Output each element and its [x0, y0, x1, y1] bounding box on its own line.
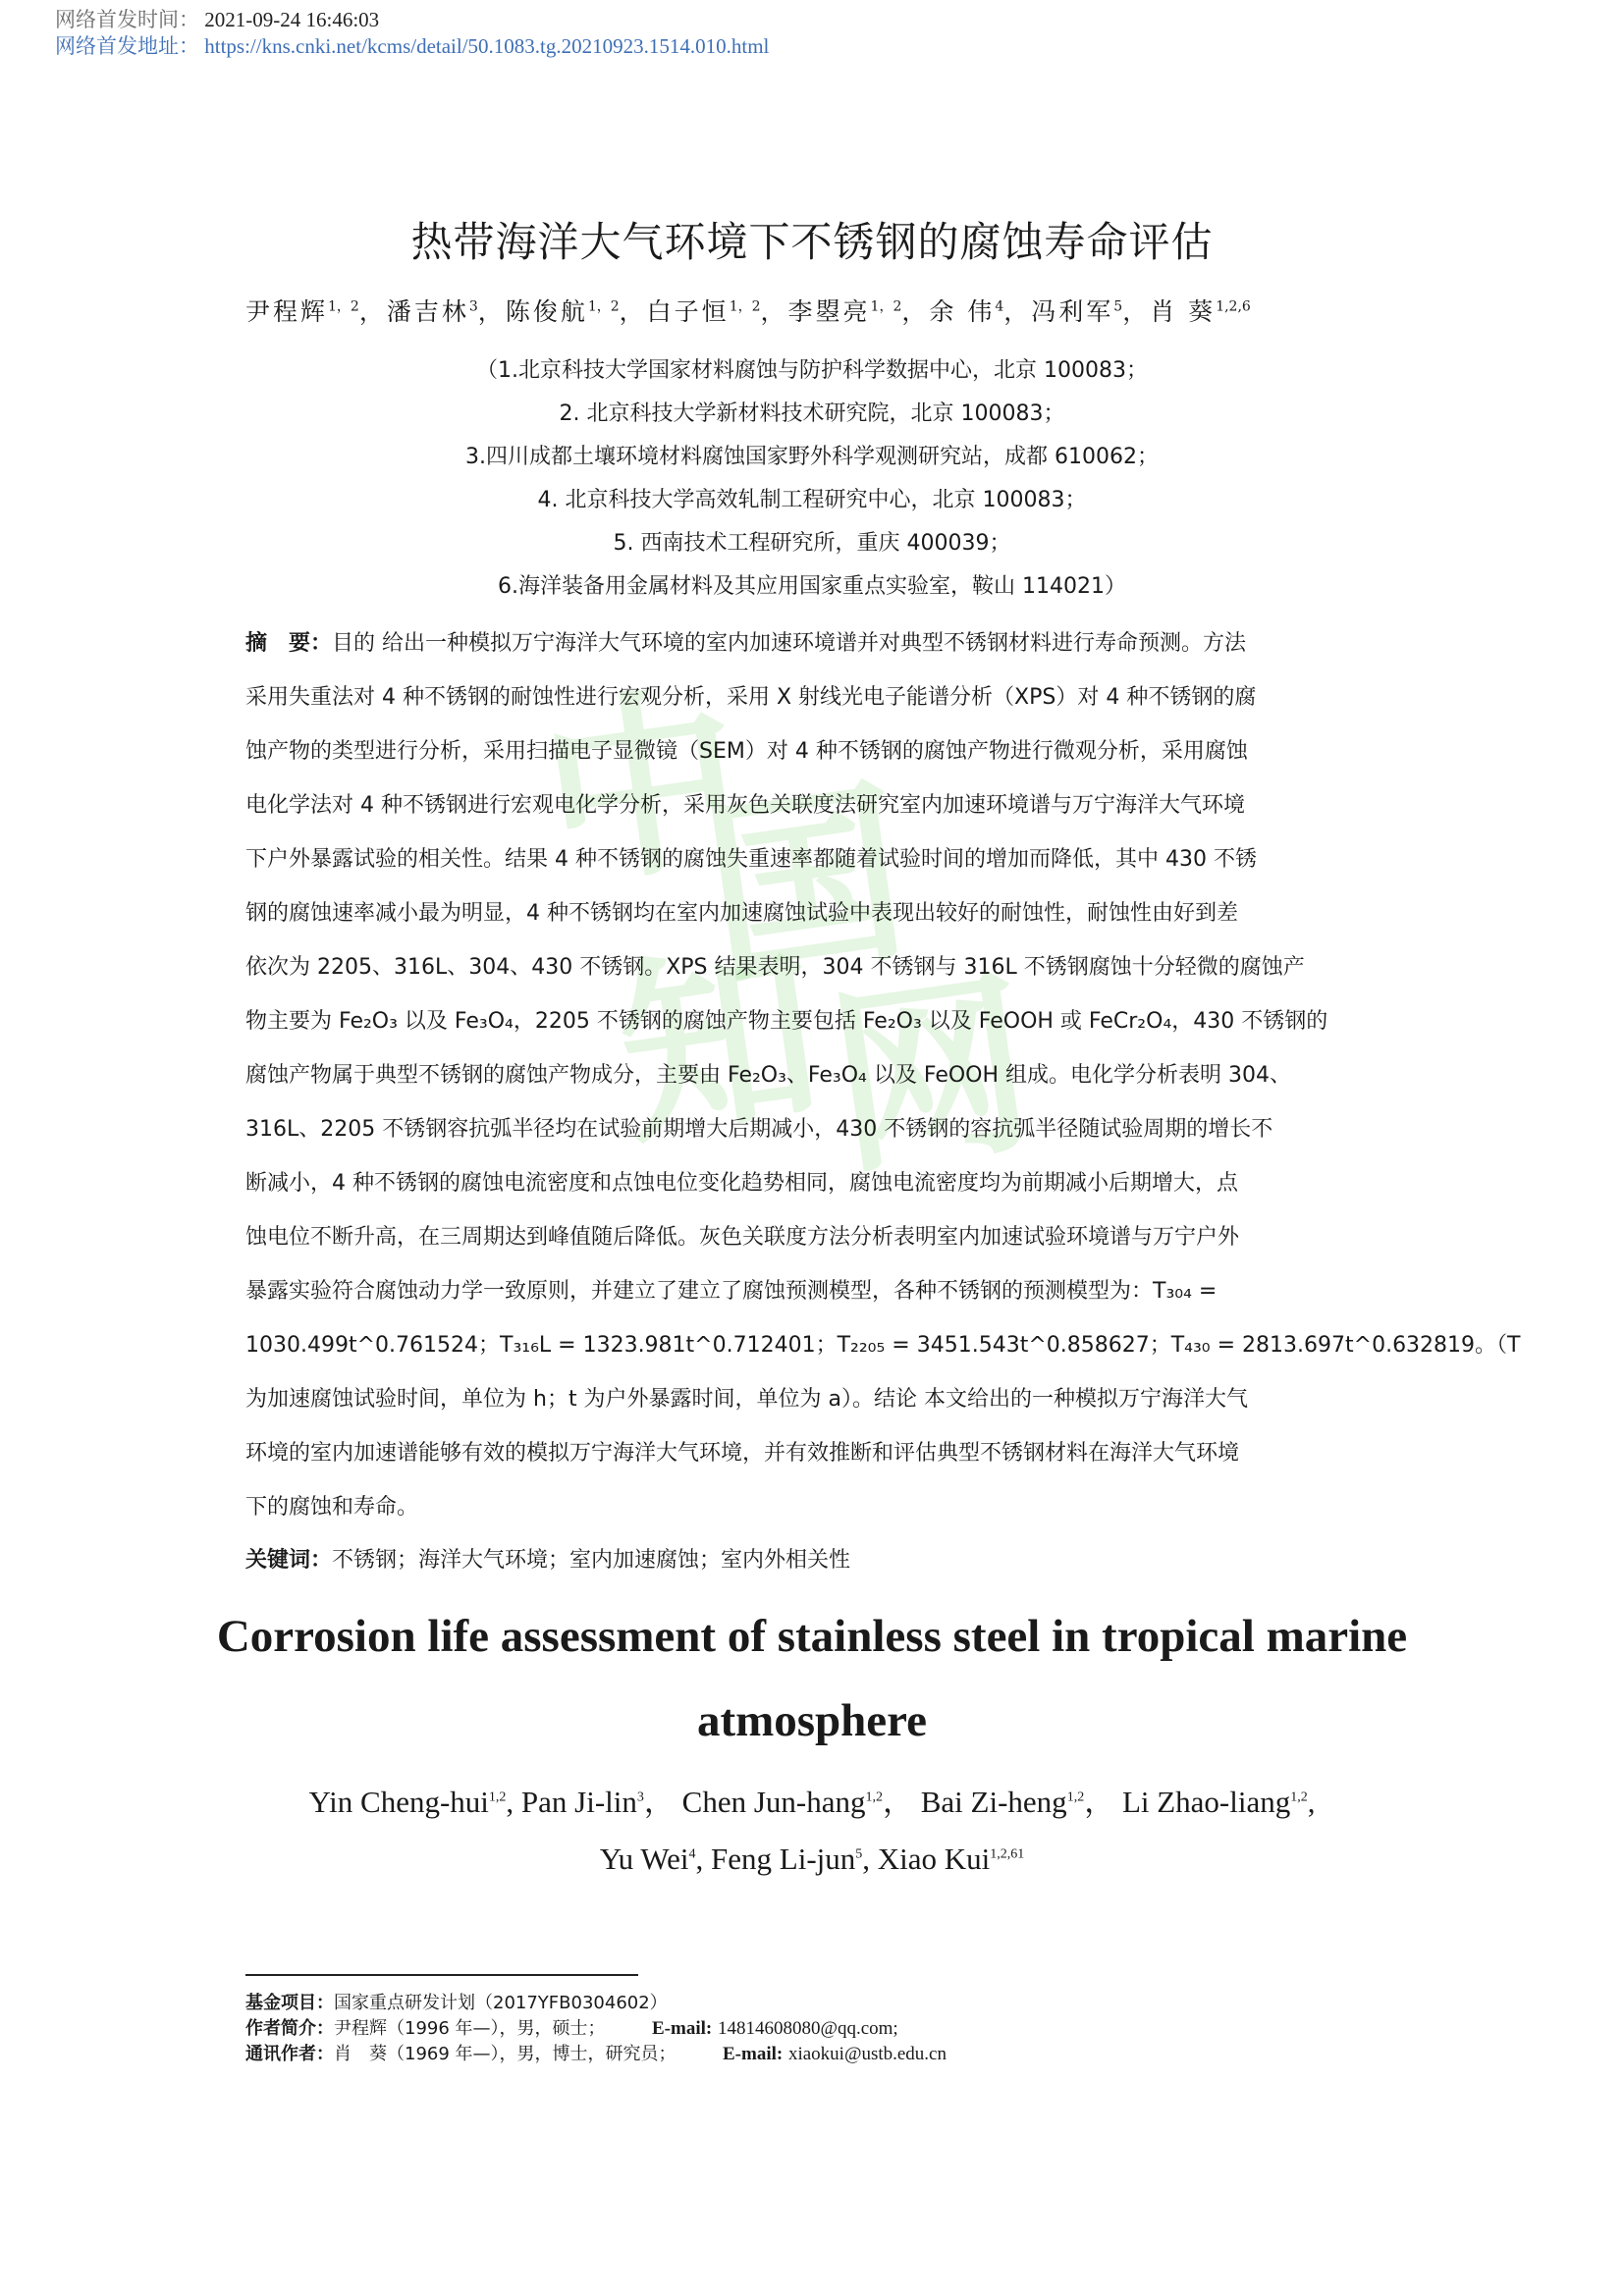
author-separator: ，: [477, 297, 506, 326]
author-affiliation-marker: 1,2: [1066, 1789, 1085, 1805]
abstract-text: 采用失重法对 4 种不锈钢的耐蚀性进行宏观分析，采用 X 射线光电子能谱分析（XPS）对 4 种不锈钢的腐: [245, 685, 1257, 710]
abstract-line: [245, 1156, 1380, 1210]
abstract-line: [245, 1210, 1380, 1264]
author-list-en-line1: [0, 1777, 1624, 1821]
affiliation-line: 4. 北京科技大学高效轧制工程研究中心，北京 100083；: [537, 488, 1087, 512]
abstract-text: 下户外暴露试验的相关性。结果 4 种不锈钢的腐蚀失重速率都随着试验时间的增加而降低，其中 430 不锈: [245, 847, 1257, 872]
abstract-line: [245, 1480, 1380, 1534]
abstract-line: [245, 778, 1380, 832]
author-separator: ,: [862, 1842, 878, 1876]
abstract-text: 钢的腐蚀速率减小最为明显，4 种不锈钢均在室内加速腐蚀试验中表现出较好的耐蚀性，耐蚀性由好到差: [245, 901, 1238, 926]
author-affiliation-marker: 4: [995, 298, 1004, 315]
author-affiliation-marker: 1，2: [870, 298, 902, 315]
abstract-text: 1030.499t^0.761524；T₃₁₆L = 1323.981t^0.712401；T₂₂₀₅ = 3451.543t^0.858627；T₄₃₀ = 2813.697t^0.632819。（T: [245, 1333, 1521, 1358]
author-separator: ，: [901, 297, 930, 326]
corresponding-label: 通讯作者：: [245, 2044, 334, 2064]
abstract-line: [245, 1372, 1380, 1426]
abstract-line: [245, 1426, 1380, 1480]
author-name: 潘吉林: [386, 297, 469, 326]
author-separator: ，: [1003, 297, 1032, 326]
author-affiliation-marker: 3: [468, 298, 478, 315]
abstract-text: 暴露实验符合腐蚀动力学一致原则，并建立了建立了腐蚀预测模型，各种不锈钢的预测模型为：T₃₀₄ =: [245, 1279, 1218, 1304]
author-name: Yu Wei: [599, 1842, 689, 1876]
paper-title-en-line2: atmosphere: [696, 1695, 928, 1746]
keywords: [245, 1543, 850, 1574]
affiliation-line: 6.海洋装备用金属材料及其应用国家重点实验室，鞍山 114021）: [498, 574, 1126, 599]
author-name: Yin Cheng-hui: [308, 1785, 489, 1819]
abstract-line: [245, 1048, 1380, 1102]
abstract-text: 蚀产物的类型进行分析，采用扫描电子显微镜（SEM）对 4 种不锈钢的腐蚀产物进行微观分析，采用腐蚀: [245, 739, 1248, 764]
publish-time-label: 网络首发时间：: [55, 8, 199, 31]
author-separator: ,: [506, 1785, 521, 1819]
author-email-label: E-mail:: [652, 2018, 713, 2039]
abstract-line: [245, 724, 1380, 778]
watermark-glyph: 国: [691, 756, 919, 1013]
keywords-label: 关键词：: [245, 1548, 333, 1573]
author-separator: ,: [695, 1842, 712, 1876]
author-name: Pan Ji-lin: [520, 1785, 637, 1819]
author-name: 冯利军: [1031, 297, 1114, 326]
watermark-glyph: 知: [605, 917, 833, 1174]
author-affiliation-marker: 1,2: [865, 1789, 883, 1805]
author-separator: ，: [643, 1785, 682, 1819]
abstract-line: [245, 886, 1380, 940]
abstract-text: 物主要为 Fe₂O₃ 以及 Fe₃O₄，2205 不锈钢的腐蚀产物主要包括 Fe₂O₃ 以及 FeOOH 或 FeCr₂O₄，430 不锈钢的: [245, 1009, 1328, 1034]
abstract-line: [245, 1264, 1380, 1318]
corresponding-email[interactable]: xiaokui@ustb.edu.cn: [787, 2044, 947, 2064]
abstract-label: 摘 要：: [245, 631, 333, 656]
fund-label: 基金项目：: [245, 1993, 334, 2013]
author-separator: ，: [1122, 297, 1151, 326]
author-name: 肖 葵: [1150, 297, 1217, 326]
abstract-line: [245, 616, 1380, 670]
author-affiliation-marker: 1，2: [729, 298, 761, 315]
author-affiliation-marker: 1,2: [1290, 1789, 1308, 1805]
author-name: 余 伟: [929, 297, 996, 326]
author-separator: ，: [358, 297, 387, 326]
publish-url[interactable]: [55, 32, 769, 60]
author-name: Chen Jun-hang: [681, 1785, 866, 1819]
abstract-text: 蚀电位不断升高，在三周期达到峰值随后降低。灰色关联度方法分析表明室内加速试验环境谱与万宁户外: [245, 1225, 1240, 1250]
author-affiliation-marker: 5: [1113, 298, 1123, 315]
author-intro-text: 尹程辉（1996 年—），男，硕士；: [334, 2018, 606, 2039]
author-email[interactable]: 14814608080@qq.com;: [717, 2018, 898, 2039]
abstract-text: 腐蚀产物属于典型不锈钢的腐蚀产物成分，主要由 Fe₂O₃、Fe₃O₄ 以及 FeOOH 组成。电化学分析表明 304、: [245, 1063, 1292, 1088]
corresponding-email-label: E-mail:: [723, 2044, 784, 2064]
author-name: 李曌亮: [787, 297, 871, 326]
author-affiliation-marker: 4: [688, 1846, 696, 1862]
author-name: Feng Li-jun: [711, 1842, 856, 1876]
abstract-text: 下的腐蚀和寿命。: [245, 1495, 419, 1520]
keywords-text: 不锈钢；海洋大气环境；室内加速腐蚀；室内外相关性: [332, 1548, 851, 1573]
author-name: 陈俊航: [505, 297, 588, 326]
abstract-text: 为加速腐蚀试验时间，单位为 h；t 为户外暴露时间，单位为 a）。结论 本文给出的一种模拟万宁海洋大气: [245, 1387, 1249, 1412]
publish-url-link[interactable]: https://kns.cnki.net/kcms/detail/50.1083.tg.20210923.1514.010.html: [204, 34, 770, 58]
author-separator: ，: [883, 1785, 921, 1819]
author-affiliation-marker: 1，2: [587, 298, 620, 315]
author-list-zh: [245, 293, 1384, 328]
abstract-line: [245, 994, 1380, 1048]
author-name: 白子恒: [646, 297, 730, 326]
abstract-text: 目的 给出一种模拟万宁海洋大气环境的室内加速环境谱并对典型不锈钢材料进行寿命预测。方法: [332, 631, 1247, 656]
footnote-fund: [245, 1989, 668, 2014]
abstract-text: 断减小，4 种不锈钢的腐蚀电流密度和点蚀电位变化趋势相同，腐蚀电流密度均为前期减小后期增大，点: [245, 1171, 1238, 1196]
author-name: Xiao Kui: [877, 1842, 991, 1876]
affiliation-line: （1.北京科技大学国家材料腐蚀与防护科学数据中心，北京 100083；: [476, 358, 1148, 383]
corresponding-text: 肖 葵（1969 年—），男，博士，研究员；: [334, 2044, 677, 2064]
footnote-author: [245, 2014, 898, 2040]
watermark-glyph: 网: [817, 946, 1045, 1203]
author-affiliation-marker: 1,2,6: [1216, 298, 1251, 315]
publish-time: [55, 6, 379, 33]
author-affiliation-marker: 1，2: [328, 298, 359, 315]
author-name: 尹程辉: [245, 297, 329, 326]
affiliation-line: 3.四川成都土壤环境材料腐蚀国家野外科学观测研究站，成都 610062；: [465, 445, 1159, 469]
publish-url-label: 网络首发地址：: [55, 34, 199, 58]
abstract-line: [245, 1102, 1380, 1156]
author-separator: ，: [1084, 1785, 1122, 1819]
abstract-line: [245, 940, 1380, 994]
paper-title-zh: 热带海洋大气环境下不锈钢的腐蚀寿命评估: [410, 218, 1214, 266]
paper-title-en-line1: Corrosion life assessment of stainless steel in tropical marine: [216, 1611, 1408, 1662]
affiliation-line: 5. 西南技术工程研究所，重庆 400039；: [613, 531, 1011, 556]
author-name: Bai Zi-heng: [920, 1785, 1067, 1819]
author-list-en-line2: [0, 1842, 1624, 1877]
abstract: [245, 616, 1521, 1534]
abstract-text: 依次为 2205、316L、304、430 不锈钢。XPS 结果表明，304 不锈钢与 316L 不锈钢腐蚀十分轻微的腐蚀产: [245, 955, 1305, 980]
publish-time-value: 2021-09-24 16:46:03: [204, 8, 380, 31]
watermark-glyph: 中: [529, 660, 757, 917]
footnote-divider: [245, 1974, 638, 1976]
abstract-line: [245, 1318, 1521, 1372]
fund-text: 国家重点研发计划（2017YFB0304602）: [334, 1993, 668, 2013]
abstract-text: 电化学法对 4 种不锈钢进行宏观电化学分析，采用灰色关联度法研究室内加速环境谱与万宁海洋大气环境: [245, 793, 1245, 818]
abstract-text: 316L、2205 不锈钢容抗弧半径均在试验前期增大后期减小，430 不锈钢的容抗弧半径随试验周期的增长不: [245, 1117, 1273, 1142]
author-affiliation-marker: 5: [855, 1846, 863, 1862]
author-intro-label: 作者简介：: [245, 2018, 334, 2039]
author-affiliation-marker: 3: [636, 1789, 644, 1805]
author-affiliation-marker: 1,2,61: [990, 1846, 1025, 1862]
affiliation-line: 2. 北京科技大学新材料技术研究院，北京 100083；: [559, 401, 1065, 426]
author-separator: ，: [760, 297, 788, 326]
abstract-line: [245, 670, 1380, 724]
abstract-text: 环境的室内加速谱能够有效的模拟万宁海洋大气环境，并有效推断和评估典型不锈钢材料在海洋大气环境: [245, 1441, 1240, 1466]
author-name: Li Zhao-liang: [1121, 1785, 1291, 1819]
author-separator: ,: [1307, 1785, 1316, 1819]
abstract-line: [245, 832, 1380, 886]
author-separator: ，: [619, 297, 647, 326]
footnote-corresponding: [245, 2040, 947, 2065]
author-affiliation-marker: 1,2: [488, 1789, 507, 1805]
